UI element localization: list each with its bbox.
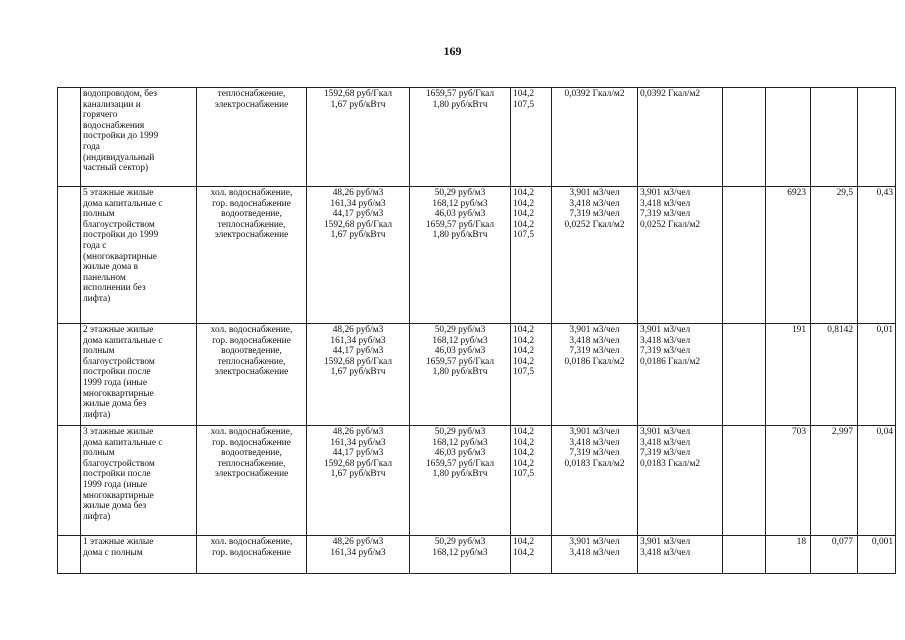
cell-line: 1592,68 руб/Гкал bbox=[323, 219, 393, 230]
services-cell bbox=[197, 426, 307, 536]
cell-line: хол. водоснабжение, bbox=[210, 188, 293, 198]
cell-line: 48,26 руб/м3 bbox=[332, 427, 384, 437]
tariff-new-cell bbox=[410, 426, 511, 536]
cell-line: 3,418 м3/чел bbox=[569, 437, 620, 448]
cell-line: 1,80 руб/кВтч bbox=[432, 99, 488, 110]
table-row bbox=[58, 88, 896, 187]
cell-line: 1659,57 руб/Гкал bbox=[425, 458, 495, 469]
cell-line: водоотведение, bbox=[221, 346, 282, 357]
norm-old-cell bbox=[552, 187, 638, 324]
index-cell bbox=[58, 187, 81, 324]
cell-line: 161,34 руб/м3 bbox=[330, 547, 386, 558]
index-cell bbox=[58, 324, 81, 426]
cell-line: 168,12 руб/м3 bbox=[432, 198, 488, 209]
cell-line: 44,17 руб/м3 bbox=[332, 346, 384, 357]
cell-line: благоустройством bbox=[83, 458, 155, 469]
category-cell bbox=[81, 324, 197, 426]
growth-index-cell bbox=[511, 426, 552, 536]
cell-line: 44,17 руб/м3 bbox=[332, 448, 384, 459]
cell-line: постройки после bbox=[83, 469, 151, 480]
cell-line: 48,26 руб/м3 bbox=[332, 537, 384, 547]
cell-line: теплоснабжение, bbox=[217, 356, 286, 367]
value-cell-c bbox=[811, 88, 858, 187]
cell-line: 0,0252 Гкал/м2 bbox=[640, 219, 701, 230]
cell-line: 48,26 руб/м3 bbox=[332, 188, 384, 198]
cell-line: горячего bbox=[83, 110, 118, 121]
value-cell-c: 29,5 bbox=[811, 187, 858, 324]
cell-line: жилые дома без bbox=[83, 501, 147, 512]
cell-line: 0,0183 Гкал/м2 bbox=[640, 458, 701, 469]
cell-line: 3,418 м3/чел bbox=[640, 437, 691, 448]
norm-new-cell bbox=[638, 88, 723, 187]
norm-new-cell bbox=[638, 426, 723, 536]
table-row bbox=[58, 426, 896, 536]
cell-line: гор. водоснабжение bbox=[212, 437, 291, 448]
services-cell bbox=[197, 536, 307, 574]
cell-line: 46,03 руб/м3 bbox=[434, 448, 486, 459]
norm-old-cell bbox=[552, 88, 638, 187]
cell-line: 107,5 bbox=[513, 99, 535, 110]
category-cell bbox=[81, 187, 197, 324]
norm-old-cell bbox=[552, 324, 638, 426]
cell-line: 3,418 м3/чел bbox=[569, 547, 620, 558]
cell-line: 3,901 м3/чел bbox=[569, 188, 620, 198]
cell-line: 1,67 руб/кВтч bbox=[330, 469, 386, 480]
cell-line: 1,67 руб/кВтч bbox=[330, 99, 386, 110]
cell-line: 107,5 bbox=[513, 230, 535, 241]
cell-line: 0,0252 Гкал/м2 bbox=[564, 219, 625, 230]
cell-line: 50,29 руб/м3 bbox=[434, 325, 486, 335]
cell-line: хол. водоснабжение, bbox=[210, 427, 293, 437]
cell-line: 104,2 bbox=[513, 448, 535, 459]
tariff-old-cell bbox=[307, 536, 410, 574]
cell-line: 50,29 руб/м3 bbox=[434, 427, 486, 437]
cell-line: 1 этажные жилые bbox=[83, 537, 154, 547]
value-cell-d bbox=[858, 88, 896, 187]
cell-line: лифта) bbox=[83, 409, 111, 420]
value-cell-a bbox=[723, 536, 766, 574]
value-cell-b bbox=[766, 88, 811, 187]
cell-line: дома капитальные с bbox=[83, 335, 163, 346]
cell-line: 161,34 руб/м3 bbox=[330, 198, 386, 209]
cell-line: дома капитальные с bbox=[83, 437, 163, 448]
cell-line: дома с полным bbox=[83, 547, 143, 558]
cell-line: 7,319 м3/чел bbox=[569, 448, 620, 459]
cell-line: 1999 года (иные bbox=[83, 377, 148, 388]
cell-line: 3,901 м3/чел bbox=[640, 188, 691, 198]
cell-line: 7,319 м3/чел bbox=[640, 209, 691, 220]
tariff-new-cell bbox=[410, 187, 511, 324]
services-cell bbox=[197, 324, 307, 426]
value-cell-c: 0,077 bbox=[811, 536, 858, 574]
cell-line: 3,901 м3/чел bbox=[569, 537, 620, 547]
cell-line: 104,2 bbox=[513, 458, 535, 469]
cell-line: 46,03 руб/м3 bbox=[434, 209, 486, 220]
tariff-old-cell bbox=[307, 324, 410, 426]
tariff-old-cell bbox=[307, 88, 410, 187]
cell-line: полным bbox=[83, 346, 115, 357]
cell-line: 104,2 bbox=[513, 188, 535, 198]
cell-line: гор. водоснабжение bbox=[212, 335, 291, 346]
norm-old-cell bbox=[552, 536, 638, 574]
cell-line: хол. водоснабжение, bbox=[210, 325, 293, 335]
cell-line: 168,12 руб/м3 bbox=[432, 437, 488, 448]
cell-line: 3,418 м3/чел bbox=[569, 335, 620, 346]
cell-line: 7,319 м3/чел bbox=[640, 346, 691, 357]
value-cell-d: 0,43 bbox=[858, 187, 896, 324]
cell-line: 1,80 руб/кВтч bbox=[432, 367, 488, 378]
services-cell bbox=[197, 187, 307, 324]
tariff-new-cell bbox=[410, 536, 511, 574]
value-cell-a bbox=[723, 88, 766, 187]
value-cell-a bbox=[723, 187, 766, 324]
cell-line: 104,2 bbox=[513, 325, 535, 335]
cell-line: электроснабжение bbox=[214, 99, 289, 110]
cell-line: 104,2 bbox=[513, 219, 535, 230]
value-cell-b: 18 bbox=[766, 536, 811, 574]
cell-line: 1659,57 руб/Гкал bbox=[425, 219, 495, 230]
cell-line: 104,2 bbox=[513, 89, 535, 99]
cell-line: 3,418 м3/чел bbox=[640, 335, 691, 346]
growth-index-cell bbox=[511, 88, 552, 187]
cell-line: 0,0186 Гкал/м2 bbox=[640, 356, 701, 367]
cell-line: 1,67 руб/кВтч bbox=[330, 230, 386, 241]
cell-line: 104,2 bbox=[513, 198, 535, 209]
cell-line: 0,0186 Гкал/м2 bbox=[564, 356, 625, 367]
tariff-table bbox=[57, 87, 896, 574]
norm-old-cell bbox=[552, 426, 638, 536]
cell-line: 7,319 м3/чел bbox=[569, 209, 620, 220]
cell-line: многоквартирные bbox=[83, 490, 154, 501]
cell-line: 7,319 м3/чел bbox=[640, 448, 691, 459]
growth-index-cell bbox=[511, 187, 552, 324]
cell-line: канализации и bbox=[83, 99, 141, 110]
cell-line: 46,03 руб/м3 bbox=[434, 346, 486, 357]
cell-line: 0,0392 Гкал/м2 bbox=[640, 89, 701, 99]
cell-line: 1,67 руб/кВтч bbox=[330, 367, 386, 378]
tariff-new-cell bbox=[410, 88, 511, 187]
value-cell-c: 0,8142 bbox=[811, 324, 858, 426]
norm-new-cell bbox=[638, 324, 723, 426]
services-cell bbox=[197, 88, 307, 187]
tariff-old-cell bbox=[307, 187, 410, 324]
cell-line: 104,2 bbox=[513, 427, 535, 437]
cell-line: лифта) bbox=[83, 293, 111, 304]
value-cell-b: 191 bbox=[766, 324, 811, 426]
cell-line: 7,319 м3/чел bbox=[569, 346, 620, 357]
cell-line: водопроводом, без bbox=[83, 89, 157, 99]
cell-line: 104,2 bbox=[513, 209, 535, 220]
cell-line: года bbox=[83, 141, 100, 152]
cell-line: исполнении без bbox=[83, 283, 146, 294]
cell-line: 3,901 м3/чел bbox=[640, 325, 691, 335]
cell-line: благоустройством bbox=[83, 219, 155, 230]
cell-line: 3,901 м3/чел bbox=[569, 427, 620, 437]
value-cell-b: 703 bbox=[766, 426, 811, 536]
cell-line: полным bbox=[83, 448, 115, 459]
tariff-new-cell bbox=[410, 324, 511, 426]
value-cell-a bbox=[723, 324, 766, 426]
cell-line: 161,34 руб/м3 bbox=[330, 335, 386, 346]
cell-line: 0,0183 Гкал/м2 bbox=[564, 458, 625, 469]
cell-line: 104,2 bbox=[513, 537, 535, 547]
category-cell bbox=[81, 426, 197, 536]
cell-line: теплоснабжение, bbox=[217, 89, 286, 99]
cell-line: жилые дома без bbox=[83, 399, 147, 410]
cell-line: 104,2 bbox=[513, 335, 535, 346]
cell-line: жилые дома в bbox=[83, 262, 139, 273]
norm-new-cell bbox=[638, 536, 723, 574]
cell-line: 1592,68 руб/Гкал bbox=[323, 458, 393, 469]
cell-line: гор. водоснабжение bbox=[212, 198, 291, 209]
cell-line: водоотведение, bbox=[221, 209, 282, 220]
cell-line: 104,2 bbox=[513, 437, 535, 448]
cell-line: 104,2 bbox=[513, 346, 535, 357]
cell-line: водоотведение, bbox=[221, 448, 282, 459]
cell-line: 3,418 м3/чел bbox=[640, 547, 691, 558]
growth-index-cell bbox=[511, 536, 552, 574]
cell-line: 1592,68 руб/Гкал bbox=[323, 356, 393, 367]
cell-line: года с bbox=[83, 240, 107, 251]
cell-line: постройки до 1999 bbox=[83, 230, 159, 241]
cell-line: 104,2 bbox=[513, 356, 535, 367]
page-number: 169 bbox=[443, 44, 462, 58]
cell-line: 2 этажные жилые bbox=[83, 325, 154, 335]
table-row bbox=[58, 324, 896, 426]
table-row bbox=[58, 536, 896, 574]
value-cell-b: 6923 bbox=[766, 187, 811, 324]
cell-line: 1592,68 руб/Гкал bbox=[323, 89, 393, 99]
cell-line: многоквартирные bbox=[83, 388, 154, 399]
cell-line: электроснабжение bbox=[214, 367, 289, 378]
index-cell bbox=[58, 426, 81, 536]
cell-line: 1,80 руб/кВтч bbox=[432, 469, 488, 480]
value-cell-d: 0,04 bbox=[858, 426, 896, 536]
cell-line: частный сектор) bbox=[83, 163, 149, 174]
cell-line: 1659,57 руб/Гкал bbox=[425, 89, 495, 99]
cell-line: (многоквартирные bbox=[83, 251, 157, 262]
value-cell-d: 0,001 bbox=[858, 536, 896, 574]
index-cell bbox=[58, 536, 81, 574]
cell-line: теплоснабжение, bbox=[217, 219, 286, 230]
cell-line: 107,5 bbox=[513, 469, 535, 480]
value-cell-d: 0,01 bbox=[858, 324, 896, 426]
cell-line: 168,12 руб/м3 bbox=[432, 547, 488, 558]
tariff-old-cell bbox=[307, 426, 410, 536]
cell-line: 104,2 bbox=[513, 547, 535, 558]
cell-line: полным bbox=[83, 209, 115, 220]
cell-line: теплоснабжение, bbox=[217, 458, 286, 469]
cell-line: 48,26 руб/м3 bbox=[332, 325, 384, 335]
category-cell bbox=[81, 536, 197, 574]
cell-line: водоснабжения bbox=[83, 120, 145, 131]
growth-index-cell bbox=[511, 324, 552, 426]
cell-line: 1999 года (иные bbox=[83, 479, 148, 490]
cell-line: (индивидуальный bbox=[83, 152, 155, 163]
value-cell-c: 2,997 bbox=[811, 426, 858, 536]
value-cell-a bbox=[723, 426, 766, 536]
cell-line: хол. водоснабжение, bbox=[210, 537, 293, 547]
cell-line: 3,901 м3/чел bbox=[640, 427, 691, 437]
cell-line: 50,29 руб/м3 bbox=[434, 188, 486, 198]
cell-line: 44,17 руб/м3 bbox=[332, 209, 384, 220]
cell-line: 168,12 руб/м3 bbox=[432, 335, 488, 346]
cell-line: гор. водоснабжение bbox=[212, 547, 291, 558]
cell-line: панельном bbox=[83, 272, 126, 283]
category-cell bbox=[81, 88, 197, 187]
cell-line: 107,5 bbox=[513, 367, 535, 378]
cell-line: постройки после bbox=[83, 367, 151, 378]
cell-line: 5 этажные жилые bbox=[83, 188, 154, 198]
table-row bbox=[58, 187, 896, 324]
index-cell bbox=[58, 88, 81, 187]
cell-line: благоустройством bbox=[83, 356, 155, 367]
cell-line: 3,418 м3/чел bbox=[640, 198, 691, 209]
cell-line: лифта) bbox=[83, 511, 111, 522]
cell-line: 3,901 м3/чел bbox=[569, 325, 620, 335]
cell-line: электроснабжение bbox=[214, 230, 289, 241]
cell-line: 3,418 м3/чел bbox=[569, 198, 620, 209]
cell-line: 161,34 руб/м3 bbox=[330, 437, 386, 448]
cell-line: постройки до 1999 bbox=[83, 131, 159, 142]
cell-line: 3,901 м3/чел bbox=[640, 537, 691, 547]
cell-line: 1659,57 руб/Гкал bbox=[425, 356, 495, 367]
norm-new-cell bbox=[638, 187, 723, 324]
cell-line: 1,80 руб/кВтч bbox=[432, 230, 488, 241]
cell-line: 3 этажные жилые bbox=[83, 427, 154, 437]
cell-line: 50,29 руб/м3 bbox=[434, 537, 486, 547]
cell-line: дома капитальные с bbox=[83, 198, 163, 209]
cell-line: 0,0392 Гкал/м2 bbox=[564, 89, 625, 99]
cell-line: электроснабжение bbox=[214, 469, 289, 480]
